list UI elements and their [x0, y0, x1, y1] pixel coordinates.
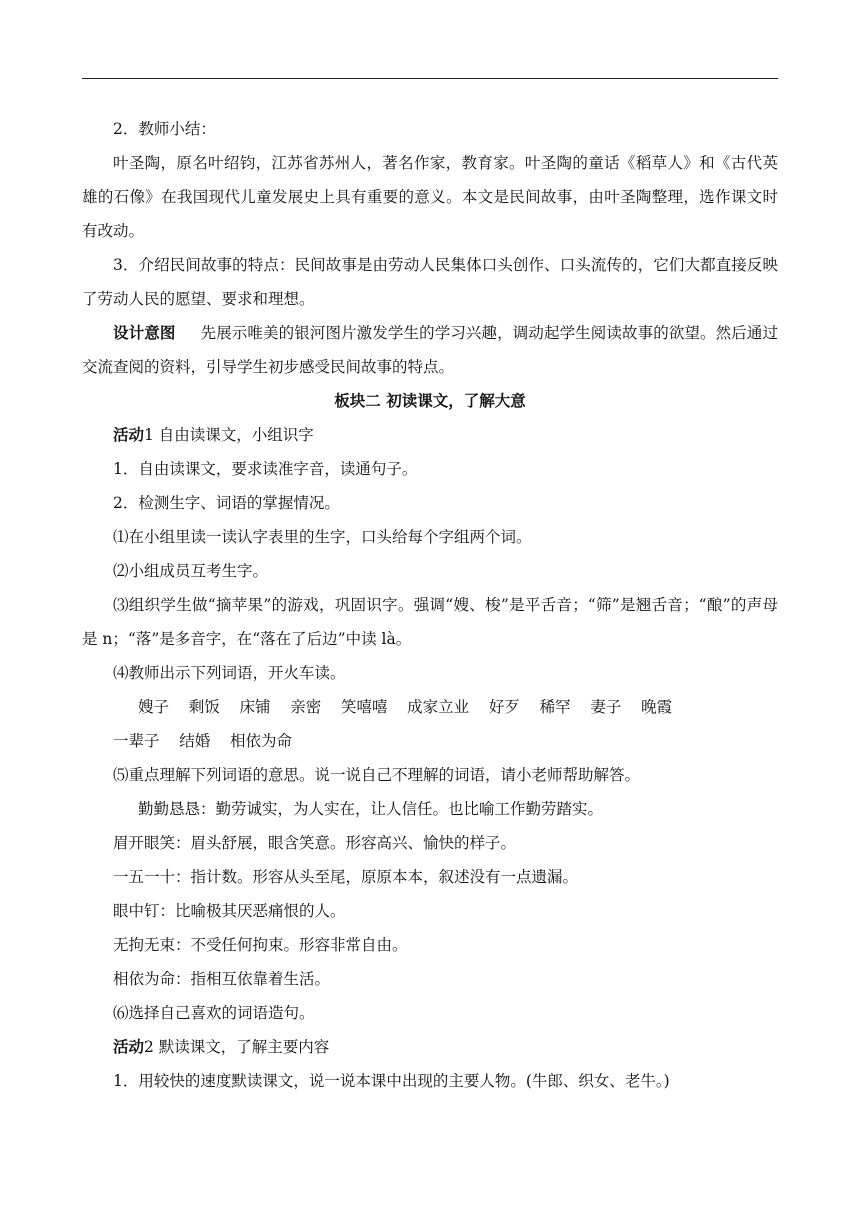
step-make-sentences: ⑹选择自己喜欢的词语造句。 — [113, 1004, 315, 1022]
activity-1-heading — [82, 418, 778, 452]
section-heading: 板块二 初读课文，了解大意 — [334, 392, 526, 410]
design-intent-paragraph — [82, 316, 778, 384]
word-item: 成家立业 — [407, 698, 470, 716]
activity-2-label: 活动 — [113, 1038, 145, 1056]
definition-yanzhongding: 眼中钉：比喻极其厌恶痛恨的人。 — [113, 902, 346, 920]
word-list-row-2 — [82, 724, 778, 758]
activity-1-label: 活动 — [113, 426, 145, 444]
step-silent-read: 1．用较快的速度默读课文，说一说本课中出现的主要人物。(牛郎、织女、老牛。) — [113, 1072, 670, 1090]
step-group-read: ⑴在小组里读一读认字表里的生字，口头给每个字组两个词。 — [113, 528, 532, 546]
word-item: 一辈子 — [113, 732, 160, 750]
activity-2-heading — [82, 1030, 778, 1064]
teacher-summary-heading: 2．教师小结： — [113, 120, 216, 138]
word-item: 笑嘻嘻 — [340, 698, 388, 716]
word-item: 妻子 — [590, 698, 622, 716]
word-item: 好歹 — [488, 698, 520, 716]
step-group-test: ⑵小组成员互考生字。 — [113, 562, 269, 580]
word-item: 剩饭 — [188, 698, 220, 716]
definition-qinqin: 勤勤恳恳：勤劳诚实，为人实在，让人信任。也比喻工作勤劳踏实。 — [138, 800, 604, 818]
step-apple-game: ⑶组织学生做“摘苹果”的游戏，巩固识字。强调“嫂、梭”是平舌音；“筛”是翘舌音；“酿”的声母是 n；“落”是多音字，在“落在了后边”中读 là。 — [82, 596, 778, 648]
definition-yiwu: 一五一十：指计数。形容从头至尾，原原本本，叙述没有一点遗漏。 — [113, 868, 579, 886]
word-item: 相依为命 — [229, 732, 292, 750]
word-item: 结婚 — [179, 732, 211, 750]
word-item: 亲密 — [290, 698, 322, 716]
activity-1-title: 1 自由读课文，小组识字 — [144, 426, 314, 444]
author-intro-paragraph: 叶圣陶，原名叶绍钧，江苏省苏州人，著名作家，教育家。叶圣陶的童话《稻草人》和《古代英雄的石像》在我国现代儿童发展史上具有重要的意义。本文是民间故事，由叶圣陶整理，选作课文时有改动。 — [82, 154, 778, 240]
design-intent-text: 先展示唯美的银河图片激发学生的学习兴趣，调动起学生阅读故事的欲望。然后通过交流查阅的资料，引导学生初步感受民间故事的特点。 — [82, 324, 778, 376]
step-read-freely: 1．自由读课文，要求读准字音，读通句子。 — [113, 460, 418, 478]
definition-meikai: 眉开眼笑：眉头舒展，眼含笑意。形容高兴、愉快的样子。 — [113, 834, 517, 852]
step-check-words: 2．检测生字、词语的掌握情况。 — [113, 494, 340, 512]
word-list-row-1 — [82, 690, 778, 724]
folk-story-feature-paragraph: 3．介绍民间故事的特点：民间故事是由劳动人民集体口头创作、口头流传的，它们大都直接反映了劳动人民的愿望、要求和理想。 — [82, 256, 778, 308]
step-understand-words: ⑸重点理解下列词语的意思。说一说自己不理解的词语，请小老师帮助解答。 — [113, 766, 641, 784]
word-item: 稀罕 — [539, 698, 571, 716]
word-item: 嫂子 — [138, 698, 170, 716]
step-show-words: ⑷教师出示下列词语，开火车读。 — [113, 664, 346, 682]
document-body — [82, 112, 778, 1098]
activity-2-title: 2 默读课文，了解主要内容 — [144, 1038, 330, 1056]
word-item: 晚霞 — [641, 698, 673, 716]
header-rule — [82, 78, 778, 79]
definition-wuju: 无拘无束：不受任何拘束。形容非常自由。 — [113, 936, 408, 954]
design-intent-label: 设计意图 — [113, 324, 176, 342]
definition-xiangyi: 相依为命：指相互依靠着生活。 — [113, 970, 331, 988]
word-item: 床铺 — [239, 698, 271, 716]
